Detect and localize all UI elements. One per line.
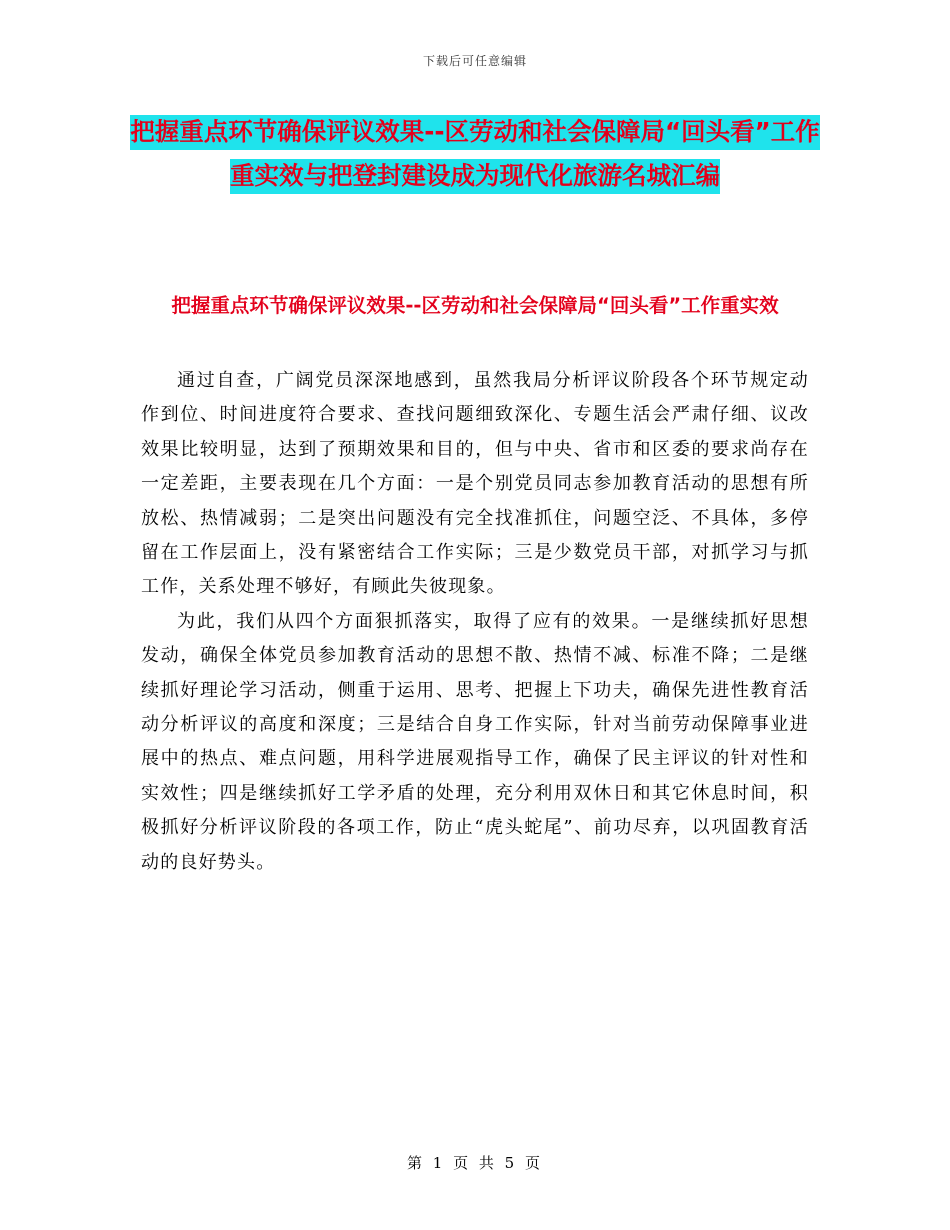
paragraph: 通过自查，广阔党员深深地感到，虽然我局分析评议阶段各个环节规定动作到位、时间进度符合要求、查找问题细致深化、专题生活会严肃仔细、议改效果比较明显，达到了预期效果和目的，但与中央、省市和区委的要求尚存在一定差距，主要表现在几个方面：一是个别党员同志参加教育活动的思想有所放松、热情减弱；二是突出问题没有完全找准抓住，问题空泛、不具体，多停留在工作层面上，没有紧密结合工作实际；三是少数党员干部，对抓学习与抓工作，关系处理不够好，有顾此失彼现象。: [141, 370, 809, 598]
header-note: 下载后可任意编辑: [422, 54, 527, 68]
paragraph: 为此，我们从四个方面狠抓落实，取得了应有的效果。一是继续抓好思想发动，确保全体党员参加教育活动的思想不散、热情不减、标准不降；二是继续抓好理论学习活动，侧重于运用、思考、把握上下功夫，确保先进性教育活动分析评议的高度和深度；三是结合自身工作实际，针对当前劳动保障事业进展中的热点、难点问题，用科学进展观指导工作，确保了民主评议的针对性和实效性；四是继续抓好工学矛盾的处理，充分利用双休日和其它休息时间，积极抓好分析评议阶段的各项工作，防止“虎头蛇尾”、前功尽弃，以巩固教育活动的良好势头。: [141, 610, 809, 873]
section-title: 把握重点环节确保评议效果--区劳动和社会保障局“回头看”工作重实效: [171, 294, 779, 317]
document-title-text: 把握重点环节确保评议效果--区劳动和社会保障局“回头看”工作重实效与把登封建设成为现代化旅游名城汇编: [130, 115, 820, 194]
page-number: 第 1 页 共 5 页: [407, 1154, 543, 1172]
document-title: [120, 110, 830, 198]
body-text: [141, 364, 809, 880]
